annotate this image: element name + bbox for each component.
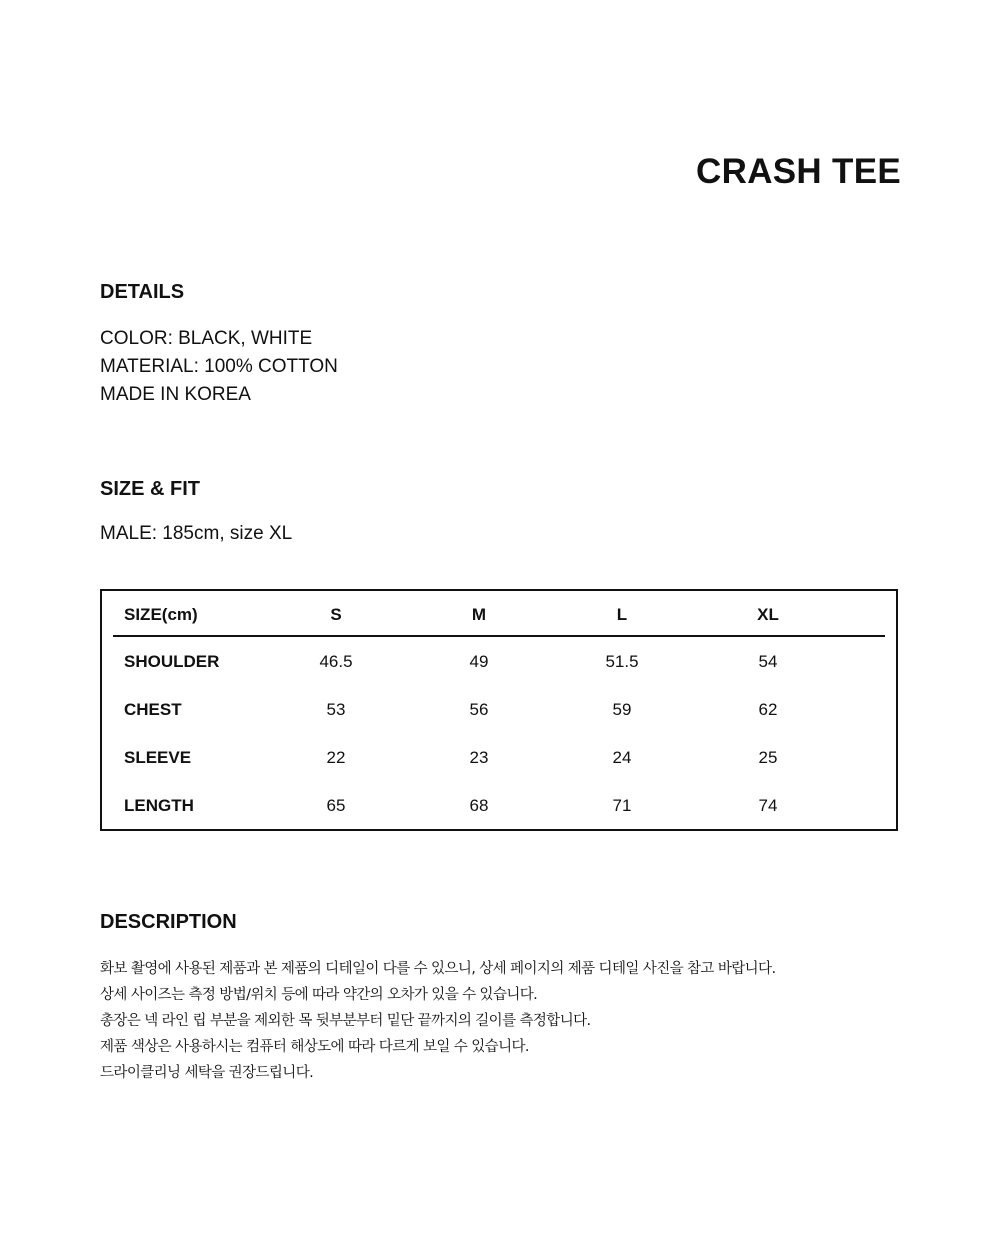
table-cell: 23 [469,748,489,767]
details-heading: DETAILS [100,281,185,303]
table-cell: 22 [326,748,346,767]
table-cell: 24 [612,748,632,767]
size-header-xl: XL [757,605,779,624]
row-label-sleeve: SLEEVE [124,748,192,767]
table-cell: 53 [326,700,346,719]
table-cell: 46.5 [319,652,353,671]
size-table [100,589,898,831]
table-cell: 56 [469,700,489,719]
table-cell: 59 [612,700,632,719]
size-fit-heading: SIZE & FIT [100,478,200,500]
size-header-s: S [330,605,342,624]
details-list [100,325,338,409]
description-line: 총장은 넥 라인 립 부분을 제외한 목 뒷부분부터 밑단 끝까지의 길이를 측정합니다. [100,1013,591,1029]
description-line: 제품 색상은 사용하시는 컴퓨터 해상도에 따라 다르게 보일 수 있습니다. [100,1039,529,1055]
row-label-shoulder: SHOULDER [124,652,220,671]
description-line: 드라이클리닝 세탁을 권장드립니다. [100,1065,314,1081]
size-header-m: M [471,605,487,624]
table-cell: 65 [326,796,346,815]
table-cell: 68 [469,796,489,815]
detail-origin: MADE IN KOREA [100,384,251,405]
description-heading: DESCRIPTION [100,911,237,933]
table-cell: 54 [758,652,778,671]
table-cell: 25 [758,748,778,767]
table-cell: 71 [612,796,632,815]
size-table-header-label: SIZE(cm) [124,605,198,624]
table-cell: 62 [758,700,778,719]
table-header-divider [113,635,885,637]
size-header-l: L [616,605,628,624]
row-label-length: LENGTH [124,796,194,815]
detail-material: MATERIAL: 100% COTTON [100,356,338,377]
description-list [100,956,775,1086]
table-cell: 49 [469,652,489,671]
model-fit-info: MALE: 185cm, size XL [100,523,293,544]
table-cell: 51.5 [605,652,639,671]
row-label-chest: CHEST [124,700,182,719]
product-title: CRASH TEE [696,152,901,191]
table-cell: 74 [758,796,778,815]
description-line: 화보 촬영에 사용된 제품과 본 제품의 디테일이 다를 수 있으니, 상세 페이지의 제품 디테일 사진을 참고 바랍니다. [100,961,776,977]
detail-color: COLOR: BLACK, WHITE [100,328,313,349]
description-line: 상세 사이즈는 측정 방법/위치 등에 따라 약간의 오차가 있을 수 있습니다. [100,987,538,1003]
